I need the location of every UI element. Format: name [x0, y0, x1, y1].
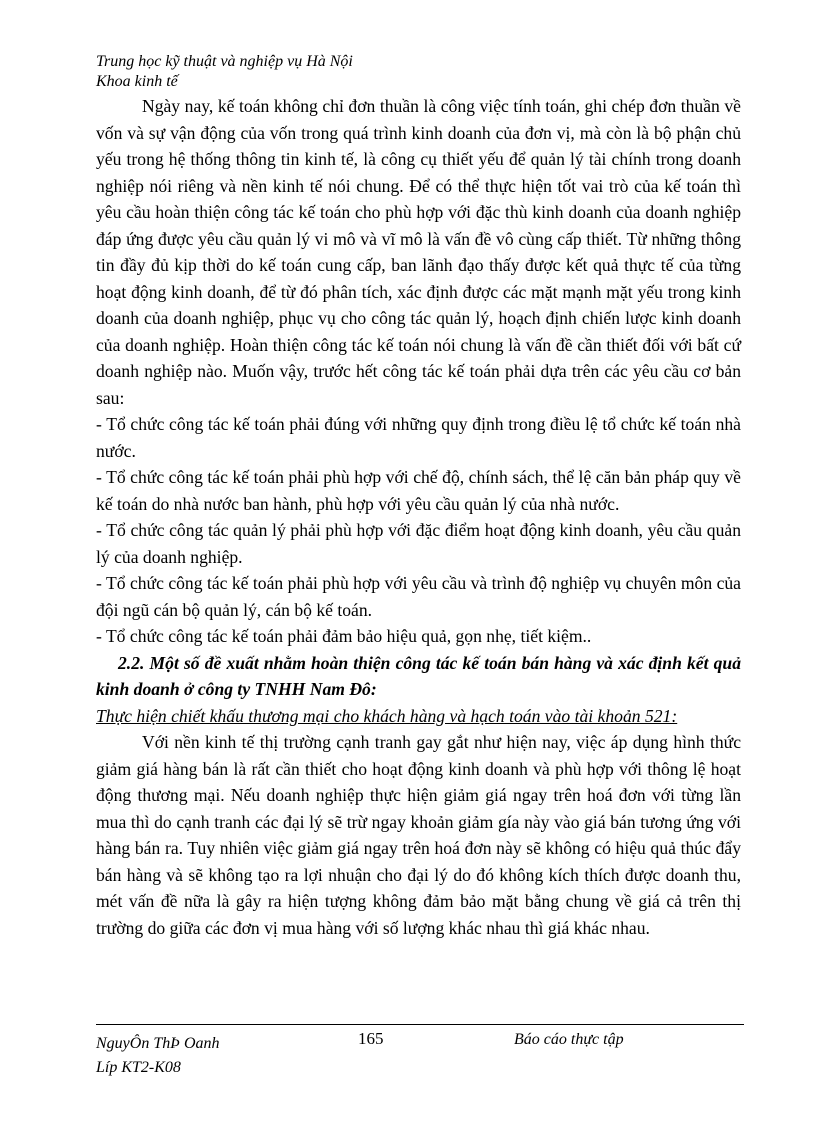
document-body	[96, 93, 741, 941]
page-header	[96, 52, 353, 92]
author-class: Líp KT2-K08	[96, 1059, 181, 1076]
section-heading: 2.2. Một số đề xuất nhằm hoàn thiện công tác kế toán bán hàng và xác định kết quả kinh doanh ở công ty TNHH Nam Đô:	[96, 652, 741, 699]
faculty-name: Khoa kinh tế	[96, 73, 178, 90]
school-name: Trung học kỹ thuật và nghiệp vụ Hà Nội	[96, 53, 353, 70]
requirement-item: - Tổ chức công tác kế toán phải đúng với những quy định trong điều lệ tổ chức kế toán nhà nước.	[96, 414, 741, 461]
intro-paragraph: Ngày nay, kế toán không chỉ đơn thuần là công việc tính toán, ghi chép đơn thuần về vốn và sự vận động của vốn trong quá trình kinh doanh của đơn vị, mà còn là bộ phận chủ yếu trong hệ thống thông tin kinh tế, là công cụ thiết yếu để quản lý tài chính trong doanh nghiệp nói riêng và nền kinh tế nói chung. Để có thể thực hiện tốt vai trò của kế toán thì yêu cầu hoàn thiện công tác kế toán cho phù hợp với đặc thù kinh doanh của doanh nghiệp đáp ứng được yêu cầu quản lý vi mô và vĩ mô là vấn đề vô cùng cấp thiết. Từ những thông tin đầy đủ kịp thời do kế toán cung cấp, ban lãnh đạo thấy được kết quả thực tế của từng hoạt động kinh doanh, để từ đó phân tích, xác định được các mặt mạnh mặt yếu trong kinh doanh của doanh nghiệp, phục vụ cho công tác quản lý, hoạch định chiến lược kinh doanh của doanh nghiệp. Hoàn thiện công tác kế toán nói chung là vấn đề cần thiết đối với bất cứ doanh nghiệp nào. Muốn vậy, trước hết công tác kế toán phải dựa trên các yêu cầu cơ bản sau:	[96, 96, 741, 408]
report-title: Báo cáo thực tập	[514, 1031, 624, 1048]
closing-paragraph: Với nền kinh tế thị trường cạnh tranh gay gắt như hiện nay, việc áp dụng hình thức giảm giá hàng bán là rất cần thiết cho hoạt động kinh doanh và phù hợp với thông lệ hoạt động thương mại. Nếu doanh nghiệp thực hiện giảm giá ngay trên hoá đơn với từng lần mua thì do cạnh tranh các đại lý sẽ trừ ngay khoản giảm gía này vào giá bán tương ứng với hàng bán ra. Tuy nhiên việc giảm giá ngay trên hoá đơn này sẽ không có hiệu quả thúc đẩy bán hàng và sẽ không tạo ra lợi nhuận cho đại lý do đó không kích thích được doanh thu, mét vấn đề nữa là gây ra hiện tượng không đảm bảo mặt bằng chung về giá cả trên thị trường do giữa các đơn vị mua hàng với số lượng khác nhau thì giá khác nhau.	[96, 732, 741, 938]
page-number: 165	[358, 1029, 384, 1048]
requirement-item: - Tổ chức công tác kế toán phải phù hợp với yêu cầu và trình độ nghiệp vụ chuyên môn của đội ngũ cán bộ quản lý, cán bộ kế toán.	[96, 573, 741, 620]
section-subheading: Thực hiện chiết khấu thương mại cho khách hàng và hạch toán vào tài khoản 521:	[96, 705, 678, 726]
footer-author	[96, 1032, 220, 1080]
author-name: NguyÔn ThÞ Oanh	[96, 1035, 220, 1052]
footer-divider	[96, 1024, 744, 1025]
requirement-item: - Tổ chức công tác kế toán phải phù hợp với chế độ, chính sách, thể lệ căn bản pháp quy về kế toán do nhà nước ban hành, phù hợp với yêu cầu quản lý của nhà nước.	[96, 467, 741, 514]
requirement-item: - Tổ chức công tác quản lý phải phù hợp với đặc điểm hoạt động kinh doanh, yêu cầu quản lý của doanh nghiệp.	[96, 520, 741, 567]
requirement-item: - Tổ chức công tác kế toán phải đảm bảo hiệu quả, gọn nhẹ, tiết kiệm..	[96, 626, 592, 646]
